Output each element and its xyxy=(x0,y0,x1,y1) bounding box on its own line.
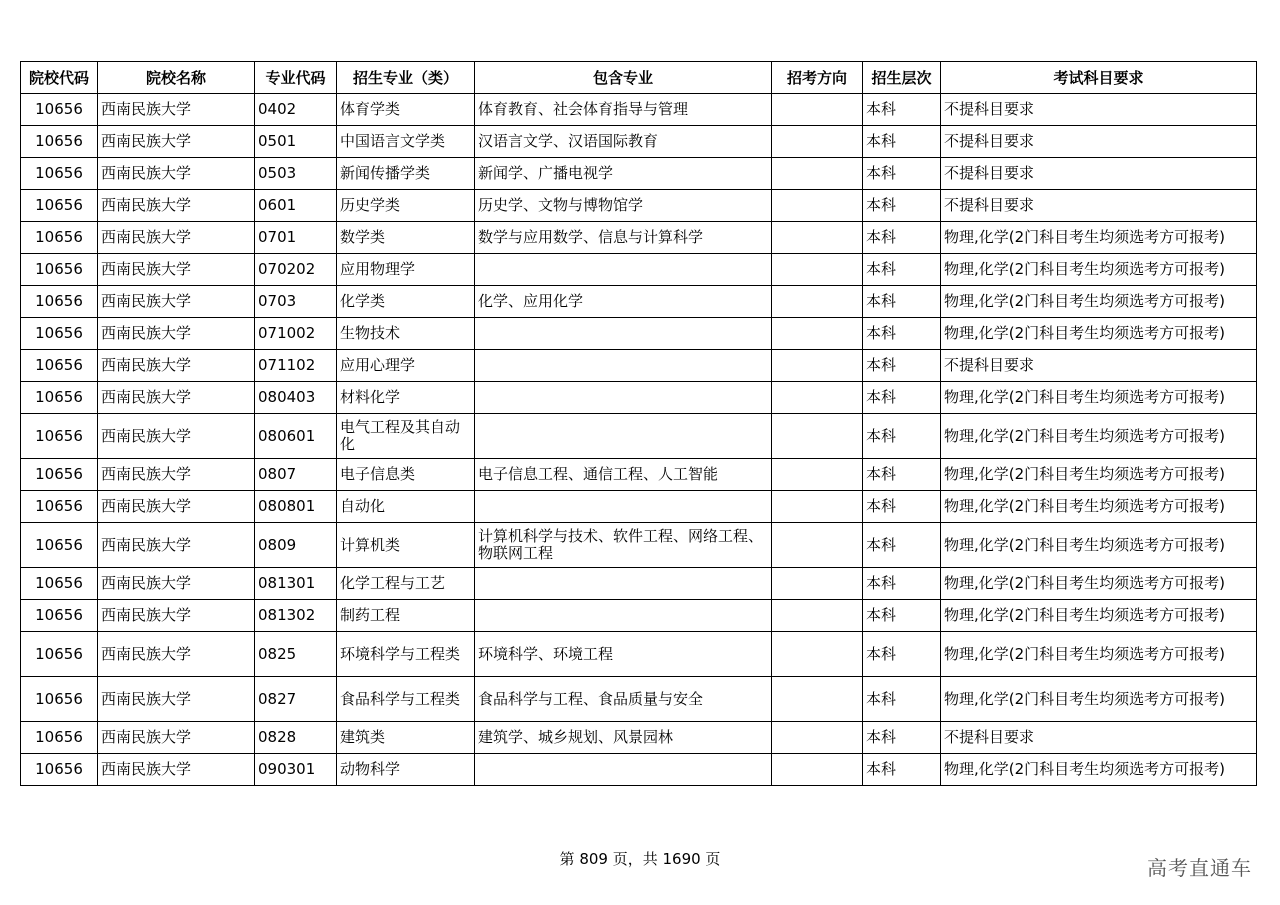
table-row xyxy=(21,568,1257,600)
table-cell: 西南民族大学 xyxy=(98,126,255,158)
table-cell: 10656 xyxy=(21,286,98,318)
table-cell: 西南民族大学 xyxy=(98,382,255,414)
table-cell: 物理,化学(2门科目考生均须选考方可报考) xyxy=(941,459,1257,491)
table-cell: 电子信息工程、通信工程、人工智能 xyxy=(475,459,772,491)
table-cell xyxy=(772,491,863,523)
table-cell: 西南民族大学 xyxy=(98,254,255,286)
table-cell: 西南民族大学 xyxy=(98,632,255,677)
table-cell: 本科 xyxy=(863,632,941,677)
table-cell: 0828 xyxy=(255,722,337,754)
table-cell: 本科 xyxy=(863,318,941,350)
table-cell: 10656 xyxy=(21,126,98,158)
table-cell: 计算机类 xyxy=(337,523,475,568)
table-cell: 汉语言文学、汉语国际教育 xyxy=(475,126,772,158)
table-cell: 西南民族大学 xyxy=(98,459,255,491)
table-cell xyxy=(772,677,863,722)
table-cell xyxy=(772,459,863,491)
table-row xyxy=(21,126,1257,158)
table-cell: 物理,化学(2门科目考生均须选考方可报考) xyxy=(941,568,1257,600)
table-cell: 071002 xyxy=(255,318,337,350)
table-row xyxy=(21,523,1257,568)
table-cell: 物理,化学(2门科目考生均须选考方可报考) xyxy=(941,286,1257,318)
table-cell: 历史学、文物与博物馆学 xyxy=(475,190,772,222)
table-cell xyxy=(772,190,863,222)
table-cell xyxy=(475,318,772,350)
table-cell: 物理,化学(2门科目考生均须选考方可报考) xyxy=(941,382,1257,414)
column-header: 招考方向 xyxy=(772,62,863,94)
table-cell: 体育学类 xyxy=(337,94,475,126)
table-cell: 制药工程 xyxy=(337,600,475,632)
column-header: 包含专业 xyxy=(475,62,772,94)
table-row xyxy=(21,754,1257,786)
table-row xyxy=(21,722,1257,754)
table-cell: 0402 xyxy=(255,94,337,126)
table-header-row xyxy=(21,62,1257,94)
table-cell: 本科 xyxy=(863,722,941,754)
table-cell xyxy=(772,382,863,414)
table-row xyxy=(21,677,1257,722)
table-cell xyxy=(772,222,863,254)
table-cell: 化学工程与工艺 xyxy=(337,568,475,600)
table-cell: 建筑类 xyxy=(337,722,475,754)
table-cell: 新闻学、广播电视学 xyxy=(475,158,772,190)
table-cell: 不提科目要求 xyxy=(941,158,1257,190)
table-cell: 080403 xyxy=(255,382,337,414)
table-row xyxy=(21,632,1257,677)
column-header: 院校名称 xyxy=(98,62,255,94)
table-cell: 10656 xyxy=(21,722,98,754)
table-cell: 西南民族大学 xyxy=(98,414,255,459)
table-cell: 西南民族大学 xyxy=(98,286,255,318)
table-cell: 10656 xyxy=(21,523,98,568)
table-cell: 物理,化学(2门科目考生均须选考方可报考) xyxy=(941,600,1257,632)
table-cell: 本科 xyxy=(863,414,941,459)
table-cell: 10656 xyxy=(21,600,98,632)
table-cell: 090301 xyxy=(255,754,337,786)
table-cell: 中国语言文学类 xyxy=(337,126,475,158)
table-cell: 本科 xyxy=(863,126,941,158)
column-header: 招生专业（类） xyxy=(337,62,475,94)
table-cell: 本科 xyxy=(863,382,941,414)
table-cell: 物理,化学(2门科目考生均须选考方可报考) xyxy=(941,491,1257,523)
table-cell: 西南民族大学 xyxy=(98,318,255,350)
table-cell: 电气工程及其自动化 xyxy=(337,414,475,459)
table-cell xyxy=(475,600,772,632)
table-cell: 西南民族大学 xyxy=(98,677,255,722)
table-cell: 物理,化学(2门科目考生均须选考方可报考) xyxy=(941,414,1257,459)
table-cell: 10656 xyxy=(21,414,98,459)
table-cell xyxy=(475,568,772,600)
table-cell: 物理,化学(2门科目考生均须选考方可报考) xyxy=(941,222,1257,254)
table-cell: 不提科目要求 xyxy=(941,94,1257,126)
table-cell xyxy=(772,318,863,350)
column-header: 考试科目要求 xyxy=(941,62,1257,94)
table-row xyxy=(21,254,1257,286)
table-cell: 应用物理学 xyxy=(337,254,475,286)
table-cell: 物理,化学(2门科目考生均须选考方可报考) xyxy=(941,632,1257,677)
table-cell: 0601 xyxy=(255,190,337,222)
table-cell: 10656 xyxy=(21,190,98,222)
table-cell: 0825 xyxy=(255,632,337,677)
table-cell: 环境科学、环境工程 xyxy=(475,632,772,677)
table-cell: 0807 xyxy=(255,459,337,491)
table-cell: 西南民族大学 xyxy=(98,222,255,254)
table-cell: 本科 xyxy=(863,600,941,632)
table-cell: 本科 xyxy=(863,158,941,190)
table-cell: 10656 xyxy=(21,459,98,491)
table-cell: 应用心理学 xyxy=(337,350,475,382)
table-cell: 本科 xyxy=(863,94,941,126)
table-cell: 10656 xyxy=(21,318,98,350)
table-cell: 不提科目要求 xyxy=(941,190,1257,222)
table-cell: 西南民族大学 xyxy=(98,350,255,382)
table-row xyxy=(21,414,1257,459)
table-cell: 10656 xyxy=(21,568,98,600)
table-cell: 西南民族大学 xyxy=(98,523,255,568)
table-cell: 自动化 xyxy=(337,491,475,523)
table-cell: 本科 xyxy=(863,222,941,254)
table-row xyxy=(21,600,1257,632)
table-cell: 化学类 xyxy=(337,286,475,318)
table-cell: 动物科学 xyxy=(337,754,475,786)
table-cell: 本科 xyxy=(863,491,941,523)
table-cell: 本科 xyxy=(863,568,941,600)
table-cell xyxy=(772,568,863,600)
table-row xyxy=(21,190,1257,222)
table-cell xyxy=(475,754,772,786)
column-header: 院校代码 xyxy=(21,62,98,94)
table-cell: 食品科学与工程类 xyxy=(337,677,475,722)
table-cell: 食品科学与工程、食品质量与安全 xyxy=(475,677,772,722)
table-cell: 本科 xyxy=(863,523,941,568)
table-cell: 10656 xyxy=(21,632,98,677)
table-cell: 081301 xyxy=(255,568,337,600)
column-header: 招生层次 xyxy=(863,62,941,94)
table-cell: 新闻传播学类 xyxy=(337,158,475,190)
table-cell: 西南民族大学 xyxy=(98,94,255,126)
table-cell: 物理,化学(2门科目考生均须选考方可报考) xyxy=(941,254,1257,286)
table-cell xyxy=(772,754,863,786)
table-cell: 0501 xyxy=(255,126,337,158)
table-cell: 不提科目要求 xyxy=(941,126,1257,158)
table-cell: 10656 xyxy=(21,754,98,786)
table-cell xyxy=(772,126,863,158)
table-cell: 10656 xyxy=(21,677,98,722)
table-cell: 不提科目要求 xyxy=(941,350,1257,382)
table-cell: 西南民族大学 xyxy=(98,568,255,600)
table-cell: 0703 xyxy=(255,286,337,318)
watermark: 高考直通车 xyxy=(1147,856,1252,880)
table-row xyxy=(21,491,1257,523)
table-cell xyxy=(772,600,863,632)
table-cell: 历史学类 xyxy=(337,190,475,222)
table-row xyxy=(21,158,1257,190)
table-cell: 081302 xyxy=(255,600,337,632)
table-cell: 0827 xyxy=(255,677,337,722)
table-row xyxy=(21,382,1257,414)
table-cell: 物理,化学(2门科目考生均须选考方可报考) xyxy=(941,754,1257,786)
table-cell: 计算机科学与技术、软件工程、网络工程、物联网工程 xyxy=(475,523,772,568)
table-cell xyxy=(475,382,772,414)
table-cell: 10656 xyxy=(21,222,98,254)
table-cell: 电子信息类 xyxy=(337,459,475,491)
table-cell xyxy=(772,722,863,754)
table-cell: 本科 xyxy=(863,190,941,222)
table-cell: 10656 xyxy=(21,254,98,286)
table-cell: 本科 xyxy=(863,754,941,786)
table-cell: 080801 xyxy=(255,491,337,523)
table-cell: 0809 xyxy=(255,523,337,568)
table-cell: 西南民族大学 xyxy=(98,722,255,754)
page-number: 第 809 页，共 1690 页 xyxy=(559,850,721,868)
table-row xyxy=(21,350,1257,382)
table-cell: 数学与应用数学、信息与计算科学 xyxy=(475,222,772,254)
table-cell: 0503 xyxy=(255,158,337,190)
table-row xyxy=(21,222,1257,254)
table-cell: 建筑学、城乡规划、风景园林 xyxy=(475,722,772,754)
table-cell xyxy=(772,350,863,382)
table-cell: 物理,化学(2门科目考生均须选考方可报考) xyxy=(941,318,1257,350)
table-cell: 10656 xyxy=(21,382,98,414)
table-cell xyxy=(772,286,863,318)
table-cell: 10656 xyxy=(21,491,98,523)
table-cell xyxy=(772,94,863,126)
table-cell: 材料化学 xyxy=(337,382,475,414)
table-cell xyxy=(772,632,863,677)
table-cell: 070202 xyxy=(255,254,337,286)
table-cell: 10656 xyxy=(21,94,98,126)
table-row xyxy=(21,318,1257,350)
table-cell: 080601 xyxy=(255,414,337,459)
table-cell: 物理,化学(2门科目考生均须选考方可报考) xyxy=(941,677,1257,722)
admissions-table xyxy=(20,61,1257,786)
table-cell: 体育教育、社会体育指导与管理 xyxy=(475,94,772,126)
table-cell xyxy=(772,523,863,568)
table-cell: 环境科学与工程类 xyxy=(337,632,475,677)
table-cell: 本科 xyxy=(863,286,941,318)
table-cell: 物理,化学(2门科目考生均须选考方可报考) xyxy=(941,523,1257,568)
table-row xyxy=(21,286,1257,318)
table-cell: 化学、应用化学 xyxy=(475,286,772,318)
table-cell xyxy=(475,491,772,523)
table-cell: 生物技术 xyxy=(337,318,475,350)
table-cell: 不提科目要求 xyxy=(941,722,1257,754)
table-cell: 071102 xyxy=(255,350,337,382)
table-cell xyxy=(772,254,863,286)
table-cell xyxy=(772,158,863,190)
table-cell xyxy=(772,414,863,459)
table-cell: 数学类 xyxy=(337,222,475,254)
table-cell: 10656 xyxy=(21,350,98,382)
table-cell: 0701 xyxy=(255,222,337,254)
table-cell: 西南民族大学 xyxy=(98,158,255,190)
table-cell xyxy=(475,350,772,382)
table-row xyxy=(21,94,1257,126)
column-header: 专业代码 xyxy=(255,62,337,94)
table-cell: 10656 xyxy=(21,158,98,190)
table-cell: 本科 xyxy=(863,350,941,382)
table-cell: 西南民族大学 xyxy=(98,754,255,786)
table-cell: 本科 xyxy=(863,459,941,491)
table-row xyxy=(21,459,1257,491)
table-cell: 本科 xyxy=(863,254,941,286)
table-cell xyxy=(475,414,772,459)
table-cell: 西南民族大学 xyxy=(98,600,255,632)
table-cell: 本科 xyxy=(863,677,941,722)
table-cell: 西南民族大学 xyxy=(98,491,255,523)
table-cell xyxy=(475,254,772,286)
table-cell: 西南民族大学 xyxy=(98,190,255,222)
